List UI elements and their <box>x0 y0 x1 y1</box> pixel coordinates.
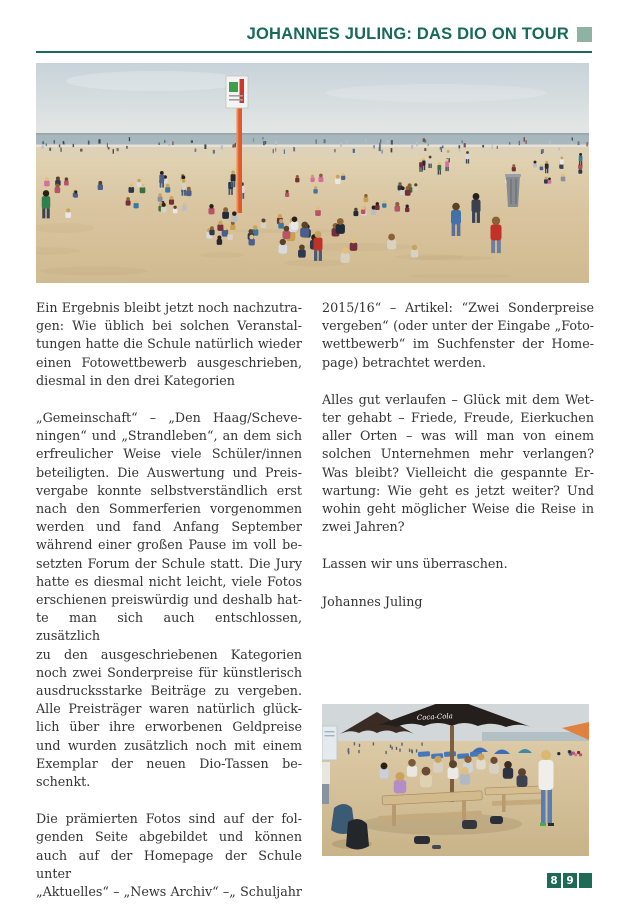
text-line: ter gehabt – Friede, Freude, Eierkuchen <box>322 410 594 426</box>
text-line: diesmal in den drei Kategorien <box>36 372 235 388</box>
text-line: erfreulicher Weise viele Schüler/innen <box>36 446 302 462</box>
paragraph <box>322 555 594 573</box>
text-line: „Gemeinschaft“ – „Den Haag/Scheve- <box>36 410 302 426</box>
text-line: nach den Sommerferien vorgenommen <box>36 501 302 517</box>
text-line: Exemplar der neuen Dio-Tassen be- <box>36 755 302 771</box>
text-line: setzten Forum der Schule statt. Die Jury <box>36 555 302 571</box>
text-line: „Aktuelles“ – „News Archiv“ –„ Schuljahr <box>36 884 302 900</box>
text-line: noch zwei Sonderpreise für künstlerisch <box>36 664 302 680</box>
page-number-left: 8 <box>547 873 561 888</box>
text-line: Ein Ergebnis bleibt jetzt noch nachzutra- <box>36 300 302 315</box>
sea <box>36 133 589 147</box>
text-line: Alle Preisträger waren natürlich glück- <box>36 701 302 717</box>
text-line: te man sich auch entschlossen, zusätzlich <box>36 610 302 644</box>
text-line: vergeben“ (oder unter der Eingabe „Foto- <box>322 318 594 334</box>
text-line: einen Fotowettbewerb ausgeschrieben, <box>36 354 302 370</box>
text-line: 2015/16“ – Artikel: “Zwei Sonderpreise <box>322 300 594 315</box>
text-line: gen: Wie üblich bei solchen Veranstal- <box>36 318 302 334</box>
page-title: JOHANNES JULING: DAS DIO ON TOUR <box>246 24 569 43</box>
paragraph <box>322 391 594 537</box>
text-line: aller Orten – was will man von einem <box>322 428 594 444</box>
text-line: werden und fand Anfang September <box>36 519 302 535</box>
header-rule <box>36 51 592 53</box>
text-line: wettbewerb“ im Suchfenster der Home- <box>322 336 594 352</box>
person-left-edge <box>322 762 330 804</box>
text-line: schenkt. <box>36 774 91 790</box>
paragraph <box>322 593 594 611</box>
text-line: tungen hatte die Schule natürlich wieder <box>36 336 302 352</box>
text-line: und wurden zusätzlich noch mit einem <box>36 737 302 753</box>
text-line: page) betrachtet werden. <box>322 354 486 370</box>
text-line: Johannes Juling <box>322 593 423 609</box>
text-line: beteiligten. Die Auswertung und Preis- <box>36 464 302 480</box>
text-line: zwei Jahren? <box>322 519 405 535</box>
paragraph <box>36 299 302 390</box>
page-header <box>36 22 592 46</box>
page-number-right: 9 <box>563 873 577 888</box>
paragraph <box>36 409 302 791</box>
beach-picnic-photo <box>322 704 589 856</box>
beach-panorama-photo <box>36 63 589 283</box>
text-line: ausdrucksstarke Beiträge zu vergeben. <box>36 683 302 699</box>
text-line: Alles gut verlaufen – Glück mit dem Wet- <box>322 391 594 407</box>
text-line: solchen Unternehmen mehr verlangen? <box>322 446 594 462</box>
text-line: während einer großen Pause im voll be- <box>36 537 302 553</box>
paragraph <box>36 810 302 901</box>
text-line: zu den ausgeschriebenen Kategorien <box>36 646 302 662</box>
text-line: auch auf der Homepage der Schule unter <box>36 847 302 881</box>
paragraph <box>322 299 594 372</box>
text-line: genden Seite abgebildet und können <box>36 829 302 845</box>
text-line: erschienen preiswürdig und deshalb hat- <box>36 592 302 608</box>
article-column-left <box>36 299 302 907</box>
text-line: wartung: Wie geht es jetzt weiter? Und <box>322 482 594 498</box>
pole-sign <box>226 76 248 108</box>
text-line: Lassen wir uns überraschen. <box>322 556 508 572</box>
text-line: lich über ihre erworbenen Geldpreise <box>36 719 302 735</box>
text-line: ningen“ und „Strandleben“, an dem sich <box>36 428 302 444</box>
text-line: Was bleibt? Vielleicht die gespannte Er- <box>322 464 594 480</box>
text-line: hatte es diesmal nicht leicht, viele Fotos <box>36 573 302 589</box>
footer-accent-bar <box>579 873 592 888</box>
header-accent-square <box>577 27 592 42</box>
sand <box>36 147 589 283</box>
text-line: wohin geht möglicher Weise die Reise in <box>322 501 594 517</box>
text-line: Die prämierten Fotos sind auf der fol- <box>36 811 302 827</box>
article-column-right <box>322 299 594 630</box>
svg-text:Coca-Cola: Coca-Cola <box>416 712 454 722</box>
text-line: vergabe konnte selbstverständlich erst <box>36 482 302 498</box>
